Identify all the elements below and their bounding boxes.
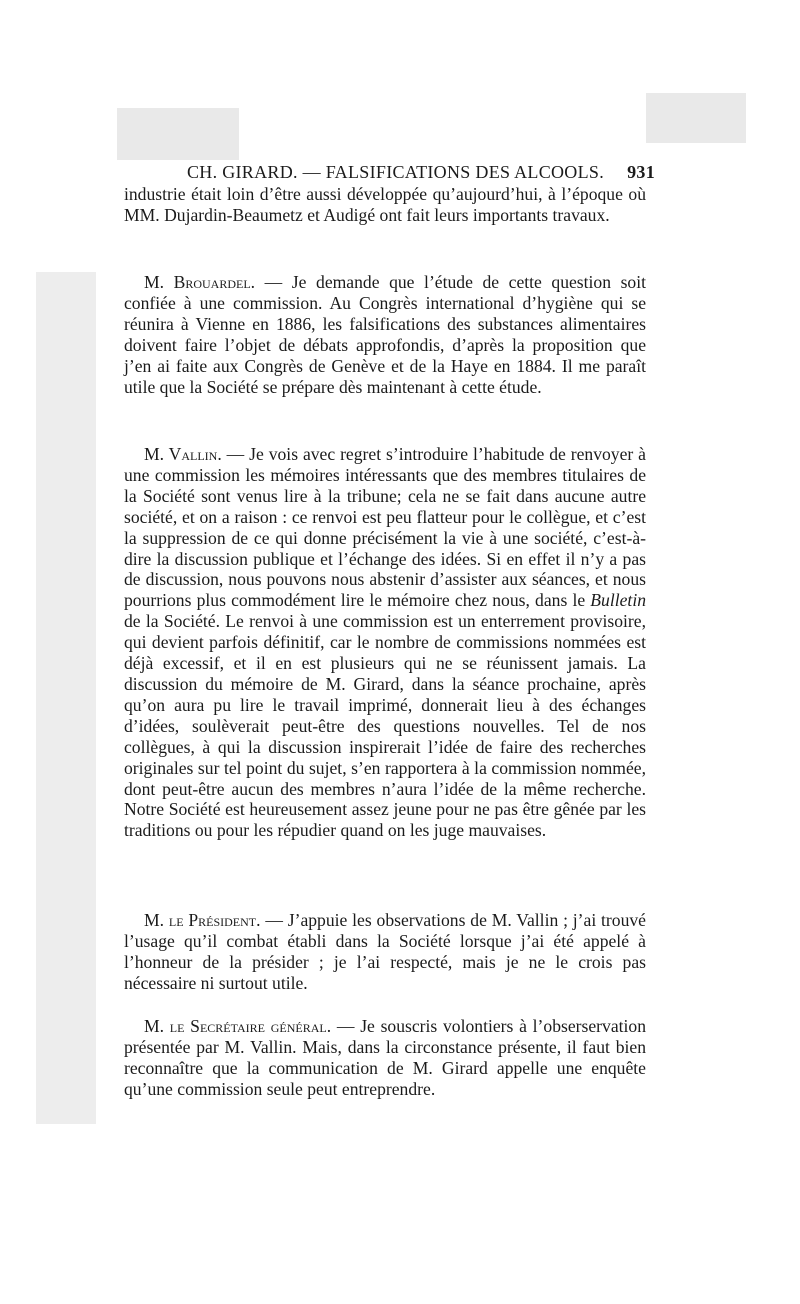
paragraph-text-part-2: de la Société. Le renvoi à une commission est un enterrement provisoire, qui devient parfois définitif, car le nombre de commissions nommées est déjà excessif, et il en est plusieurs qui ne se réunissent jamais. La discussion du mémoire de M. Girard, dans la séance prochaine, après qu’on aura pu lire le travail imprimé, donnerait lieu à des échanges d’idées, soulèverait peut-être des questions nouvelles. Tel de nos collègues, à qui la discussion inspirerait l’idée de faire des recherches originales sur tel point du sujet, s’en rapportera à la commission nommée, dont peut-être aucun des membres n’aura l’idée de la même recherche. Notre Société est heureusement assez jeune pour ne pas être gênée par les traditions ou pour les répudier quand on les juge mauvaises. [124,611,646,841]
paragraph-secretaire [124,1016,646,1100]
paragraph-brouardel [124,272,646,397]
italic-title: Bulletin [590,590,646,611]
scan-shadow-top-right [646,93,746,143]
paragraph-continuation [124,184,646,226]
running-title: CH. GIRARD. — FALSIFICATIONS DES ALCOOLS. [187,162,605,182]
paragraph-text-part-1: — Je vois avec regret s’introduire l’habitude de renvoyer à une commission les mémoires intéressants que des membres titulaires de la Société sont venus lire à la tribune; cela ne se fait dans aucune autre société, et on a raison : ce renvoi est peu flatteur pour le collègue, et c’est la suppression de ce qui donne précisément la vie à une société, c’est-à-dire la discussion publique et l’échange des idées. Si en effet il n’y a pas de discussion, nous pouvons nous abstenir d’assister aux séances, et nous pourrions plus commodément lire le mémoire chez nous, dans le [124,444,646,611]
speaker-name: M. Brouardel. [144,272,256,292]
paragraph-text: — Je demande que l’étude de cette question soit confiée à une commission. Au Congrès international d’hygiène qui se réunira à Vienne en 1886, les falsifications des substances alimentaires doivent faire l’objet de débats approfondis, d’après la proposition que j’en ai faite aux Congrès de Genève et de la Haye en 1884. Il me paraît utile que la Société se prépare dès maintenant à cette étude. [124,272,647,397]
speaker-name: M. le Secrétaire général. [144,1016,332,1036]
speaker-name: M. Vallin. [144,444,222,464]
speaker-name: M. le Président. [144,910,261,930]
paragraph-vallin [124,444,646,841]
scan-shadow-left-margin [36,272,96,1124]
paragraph-text: — J’appuie les observations de M. Vallin ; j’ai trouvé l’usage qu’il combat établi dans la Société lorsque j’ai été appelé à l’honneur de la présider ; je l’ai respecté, mais je ne le crois pas nécessaire ni surtout utile. [124,910,646,993]
scan-shadow-top-left [117,108,239,160]
page-number: 931 [627,162,655,182]
paragraph-text: — Je souscris volontiers à l’obserservation présentée par M. Vallin. Mais, dans la circonstance présente, il faut bien reconnaître que la communication de M. Girard appelle une enquête qu’une commission seule peut entreprendre. [124,1016,646,1099]
paragraph-text: industrie était loin d’être aussi développée qu’aujourd’hui, à l’époque où MM. Dujardin-Beaumetz et Audigé ont fait leurs importants travaux. [124,184,646,225]
paragraph-president [124,910,646,994]
running-header [175,156,655,186]
